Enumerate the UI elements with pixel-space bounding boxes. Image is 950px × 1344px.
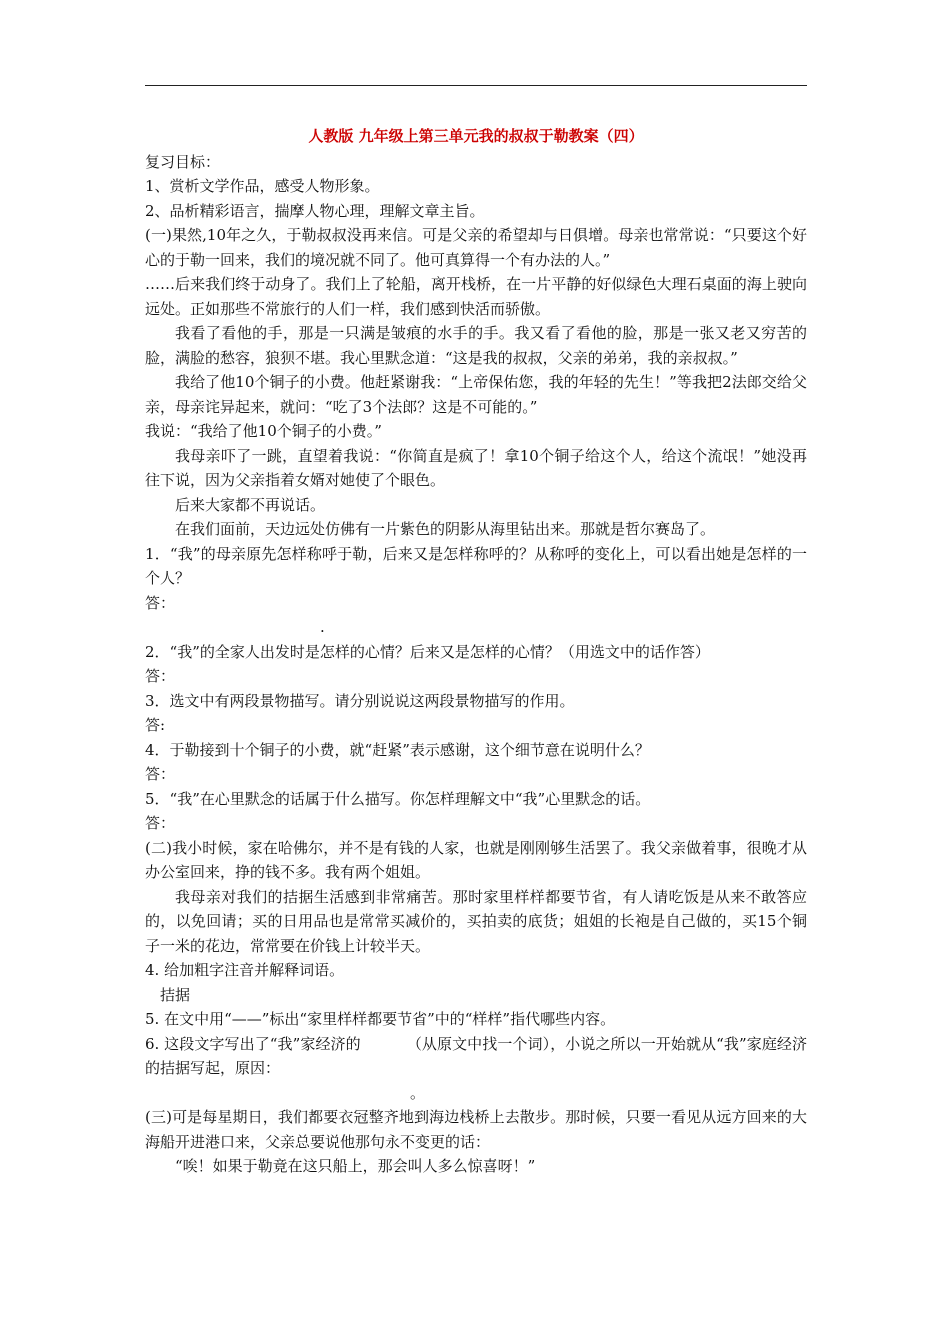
- objectives-heading: 复习目标：: [145, 152, 221, 171]
- question-4: 4．于勒接到十个铜子的小费，就“赶紧”表示感谢，这个细节意在说明什么？: [145, 740, 650, 759]
- answer-label-3: 答:: [145, 716, 166, 734]
- question-5: 5．“我”在心里默念的话属于什么描写。你怎样理解文中“我”心里默念的话。: [145, 789, 651, 808]
- section-2-question-5: 5. 在文中用“——”标出“家里样样都要节省”中的“样样”指代哪些内容。: [145, 1010, 616, 1028]
- header-rule: [145, 85, 807, 86]
- answer-label-1: 答：: [145, 593, 176, 612]
- question-3: 3．选文中有两段景物描写。请分别说说这两段景物描写的作用。: [145, 691, 575, 710]
- section-3-paragraph: (三)可是每星期日，我们都要衣冠整齐地到海边栈桥上去散步。那时候，只要一看见从远方回来的大海船开进港口来，父亲总要说他那句永不变更的话：: [145, 1108, 807, 1151]
- objective-2: 2、品析精彩语言，揣摩人物心理，理解文章主旨。: [145, 201, 485, 220]
- question-6-end-mark: 。: [410, 1083, 426, 1102]
- question-6-part-b: （从原文中找一个词），小说之所以一开始就从“我”家庭经济的拮据写起，原因：: [145, 1034, 808, 1077]
- vocab-word: 拮据: [160, 985, 191, 1004]
- answer-dot: .: [320, 618, 325, 636]
- answer-label-5: 答：: [145, 814, 176, 832]
- section-1-paragraph: (一)果然,10年之久，于勒叔叔没再来信。可是父亲的希望却与日俱增。母亲也常常说：“只要这个好心的于勒一回来，我们的境况就不同了。他可真算得一个有办法的人。”: [145, 226, 807, 269]
- section-2-paragraph: (二)我小时候，家在哈佛尔，并不是有钱的人家，也就是刚刚够生活罢了。我父亲做着事，很晚才从办公室回来，挣的钱不多。我有两个姐姐。: [145, 838, 807, 881]
- section-2-question-6: [145, 1032, 807, 1081]
- section-1-paragraph: 后来大家都不再说话。: [175, 495, 326, 514]
- question-2: 2．“我”的全家人出发时是怎样的心情？后来又是怎样的心情？（用选文中的话作答）: [145, 642, 710, 661]
- section-2-question-4: 4. 给加粗字注音并解释词语。: [145, 961, 345, 979]
- section-1-paragraph: 我母亲吓了一跳，直望着我说：“你简直是疯了！拿10个铜子给这个人，给这个流氓！”她没再往下说，因为父亲指着女婿对她使了个眼色。: [145, 446, 807, 489]
- section-1-paragraph: ……后来我们终于动身了。我们上了轮船，离开栈桥，在一片平静的好似绿色大理石桌面的海上驶向远处。正如那些不常旅行的人们一样，我们感到快活而骄傲。: [145, 275, 807, 318]
- section-1-paragraph: 我给了他10个铜子的小费。他赶紧谢我：“上帝保佑您，我的年轻的先生！”等我把2法郎交给父亲，母亲诧异起来，就问：“吃了3个法郎？这是不可能的。”: [145, 373, 807, 416]
- question-1: 1．“我”的母亲原先怎样称呼于勒，后来又是怎样称呼的？从称呼的变化上，可以看出她是怎样的一个人？: [145, 544, 807, 587]
- answer-label-4: 答：: [145, 765, 176, 783]
- section-1-paragraph: 我说：“我给了他10个铜子的小费。”: [145, 422, 382, 440]
- section-1-paragraph: 我看了看他的手，那是一只满是皱痕的水手的手。我又看了看他的脸，那是一张又老又穷苦的脸，满脸的愁容，狼狈不堪。我心里默念道：“这是我的叔叔，父亲的弟弟，我的亲叔叔。”: [145, 324, 807, 367]
- question-6-part-a: 6. 这段文字写出了“我”家经济的: [145, 1034, 361, 1053]
- document-body: [145, 124, 807, 1179]
- section-1-paragraph: 在我们面前，天边远处仿佛有一片紫色的阴影从海里钻出来。那就是哲尔赛岛了。: [175, 520, 716, 538]
- objective-1: 1、赏析文学作品，感受人物形象。: [145, 177, 380, 195]
- section-2-paragraph: 我母亲对我们的拮据生活感到非常痛苦。那时家里样样都要节省，有人请吃饭是从来不敢答应的，以免回请；买的日用品也是常常买减价的，买拍卖的底货；姐姐的长袍是自己做的，买15个铜子一米的花边，常常要在价钱上计较半天。: [145, 887, 807, 955]
- answer-label-2: 答：: [145, 667, 176, 685]
- document-title: 人教版 九年级上第三单元我的叔叔于勒教案（四）: [308, 127, 644, 145]
- section-3-quote: “唉！如果于勒竟在这只船上，那会叫人多么惊喜呀！”: [175, 1157, 536, 1175]
